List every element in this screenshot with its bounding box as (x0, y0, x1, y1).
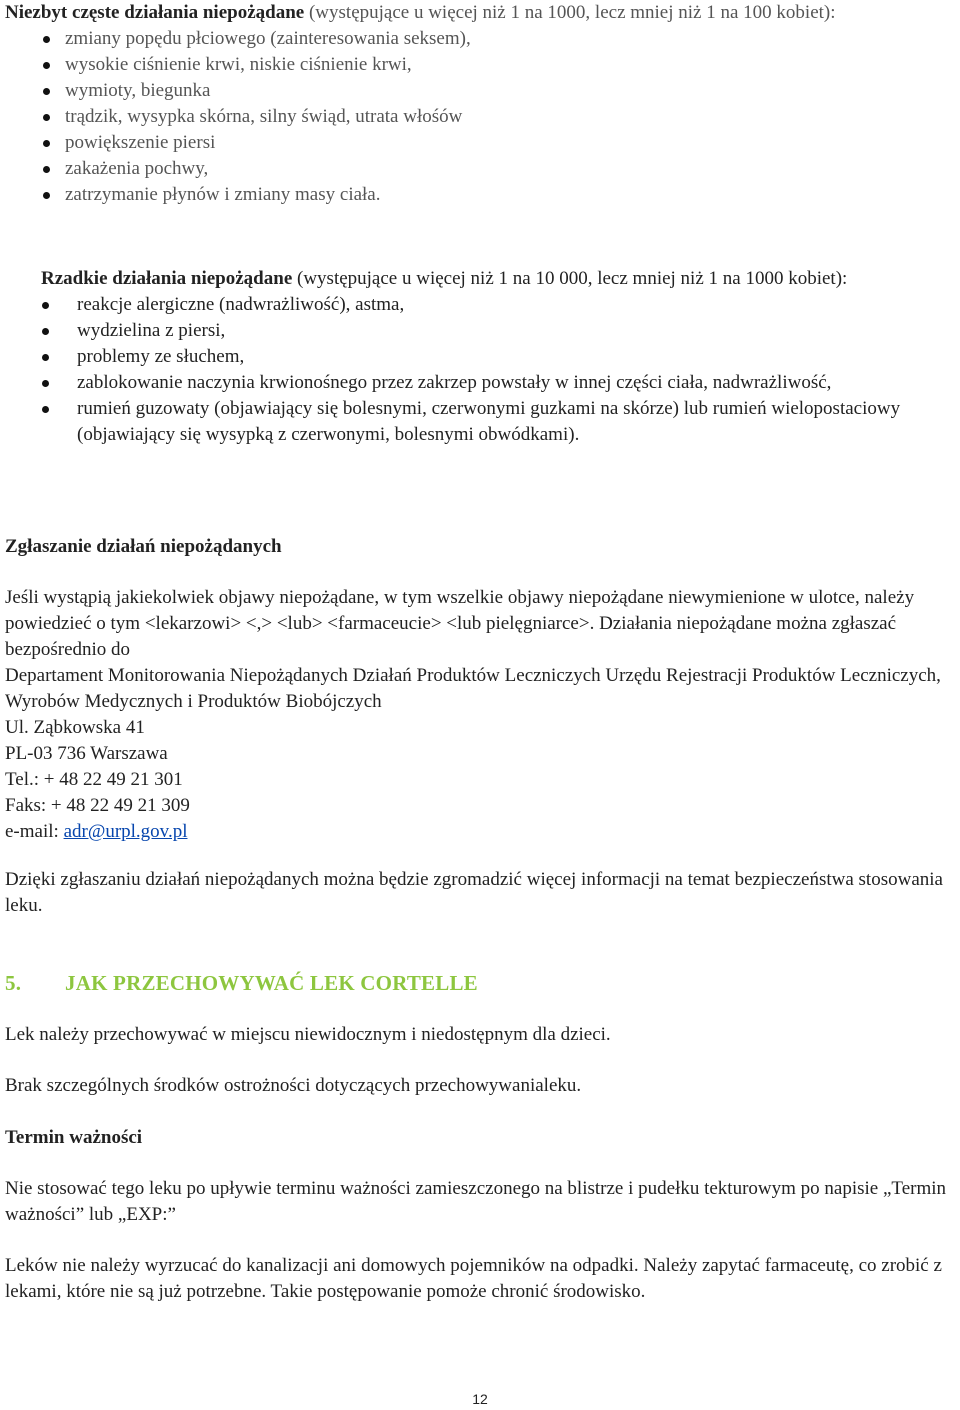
expiry-paragraph-1: Nie stosować tego leku po upływie terminu ważności zamieszczonego na blistrze i pudełku tekturowym po napisie „Termin ważności” lub „EXP:” (5, 1178, 947, 1225)
page-number: 12 (472, 1391, 488, 1407)
section-5-heading (5, 970, 955, 996)
storage-paragraph-1: Lek należy przechowywać w miejscu niewidocznym i niedostępnym dla dzieci. (5, 1024, 611, 1045)
list-item: zakażenia pochwy, (5, 156, 955, 182)
reporting-heading: Zgłaszanie działań niepożądanych (5, 536, 282, 557)
uncommon-effects-list (5, 26, 955, 208)
list-item: wymioty, biegunka (5, 78, 955, 104)
agency-email-line: e-mail: adr@urpl.gov.pl (5, 821, 188, 842)
reporting-section (5, 585, 955, 845)
agency-fax: Faks: + 48 22 49 21 309 (5, 795, 190, 816)
agency-name: Departament Monitorowania Niepożądanych Działań Produktów Leczniczych Urzędu Rejestracji Produktów Leczniczych, Wyrobów Medycznych i Produktów Biobójczych (5, 665, 941, 712)
email-link[interactable]: adr@urpl.gov.pl (63, 821, 188, 842)
list-item: zatrzymanie płynów i zmiany masy ciała. (5, 182, 955, 208)
expiry-heading: Termin ważności (5, 1127, 143, 1148)
list-item: wydzielina z piersi, (41, 318, 946, 344)
rare-effects-section (41, 266, 946, 448)
section-title: JAK PRZECHOWYWAĆ LEK CORTELLE (65, 971, 478, 995)
storage-paragraph-2: Brak szczególnych środków ostrożności dotyczących przechowywanialeku. (5, 1075, 582, 1096)
list-item: wysokie ciśnienie krwi, niskie ciśnienie krwi, (5, 52, 955, 78)
list-item: rumień guzowaty (objawiający się bolesnymi, czerwonymi guzkami na skórze) lub rumień wielopostaciowy (objawiający się wysypką z czerwonymi, bolesnymi obwódkami). (41, 396, 946, 448)
reporting-paragraph: Jeśli wystąpią jakiekolwiek objawy niepożądane, w tym wszelkie objawy niepożądane niewymienione w ulotce, należy powiedzieć o tym <lekarzowi> <,> <lub> <farmaceucie> <lub pielęgniarce>. Działania niepożądane można zgłaszać bezpośrednio do (5, 587, 915, 660)
reporting-closing: Dzięki zgłaszaniu działań niepożądanych można będzie zgromadzić więcej informacji na temat bezpieczeństwa stosowania leku. (5, 869, 943, 916)
list-item: zablokowanie naczynia krwionośnego przez zakrzep powstały w innej części ciała, nadwrażliwość, (41, 370, 946, 396)
agency-street: Ul. Ząbkowska 41 (5, 717, 145, 738)
section-number: 5. (5, 971, 22, 995)
uncommon-effects-intro: Niezbyt częste działania niepożądane (występujące u więcej niż 1 na 1000, lecz mniej niż 1 na 100 kobiet): (5, 2, 836, 23)
agency-city: PL-03 736 Warszawa (5, 743, 168, 764)
list-item: zmiany popędu płciowego (zainteresowania seksem), (5, 26, 955, 52)
list-item: powiększenie piersi (5, 130, 955, 156)
rare-effects-list (41, 292, 946, 448)
uncommon-effects-title: Niezbyt częste działania niepożądane (5, 2, 305, 23)
list-item: problemy ze słuchem, (41, 344, 946, 370)
disposal-paragraph: Leków nie należy wyrzucać do kanalizacji ani domowych pojemników na odpadki. Należy zapytać farmaceutę, co zrobić z lekami, które nie są już potrzebne. Takie postępowanie pomoże chronić środowisko. (5, 1255, 942, 1302)
uncommon-effects-section (5, 0, 955, 208)
agency-phone: Tel.: + 48 22 49 21 301 (5, 769, 183, 790)
rare-effects-intro: Rzadkie działania niepożądane (występujące u więcej niż 1 na 10 000, lecz mniej niż 1 na 1000 kobiet): (41, 268, 848, 289)
rare-effects-title: Rzadkie działania niepożądane (41, 268, 293, 289)
list-item: reakcje alergiczne (nadwrażliwość), astma, (41, 292, 946, 318)
list-item: trądzik, wysypka skórna, silny świąd, utrata włośów (5, 104, 955, 130)
